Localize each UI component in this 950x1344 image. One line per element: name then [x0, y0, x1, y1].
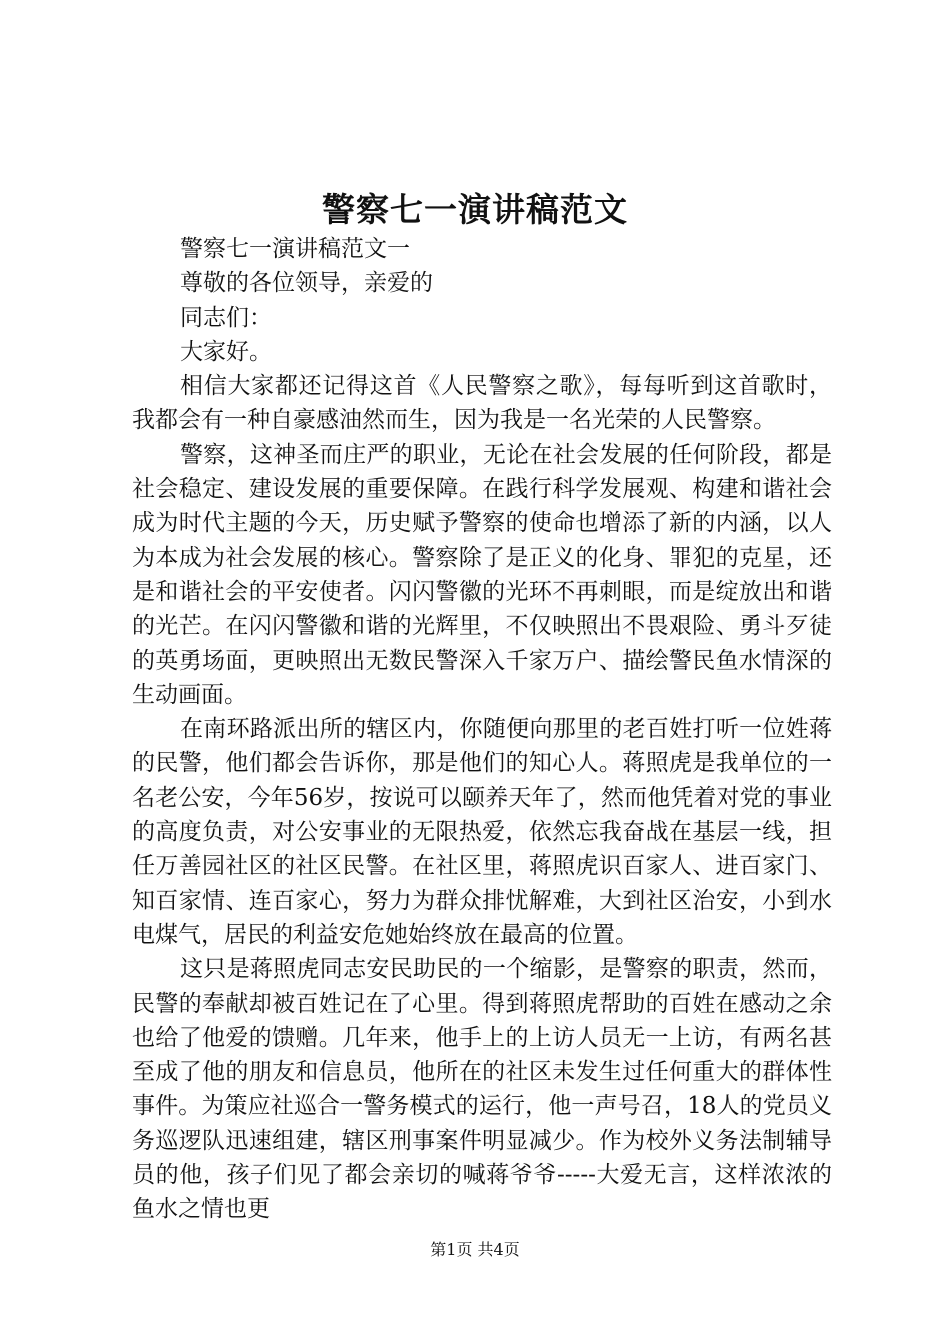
paragraph-body: 这只是蒋照虎同志安民助民的一个缩影，是警察的职责，然而，民警的奉献却被百姓记在了心里。得到蒋照虎帮助的百姓在感动之余也给了他爱的馈赠。几年来，他手上的上访人员无一上访，有两名甚至成了他的朋友和信息员，他所在的社区未发生过任何重大的群体性事件。为策应社巡合一警务模式的运行，他一声号召，18人的党员义务巡逻队迅速组建，辖区刑事案件明显减少。作为校外义务法制辅导员的他，孩子们见了都会亲切的喊蒋爷爷-----大爱无言，这样浓浓的鱼水之情也更 — [132, 956, 832, 1223]
paragraph-body: 在南环路派出所的辖区内，你随便向那里的老百姓打听一位姓蒋的民警，他们都会告诉你，那是他们的知心人。蒋照虎是我单位的一名老公安，今年56岁，按说可以颐养天年了，然而他凭着对党的事业的高度负责，对公安事业的无限热爱，依然忘我奋战在基层一线，担任万善园社区的社区民警。在社区里，蒋照虎识百家人、进百家门、知百家情、连百家心，努力为群众排忧解难，大到社区治安，小到水电煤气，居民的利益安危她始终放在最高的位置。 — [132, 716, 832, 948]
paragraph-subtitle: 警察七一演讲稿范文一 — [180, 236, 410, 262]
page-number-footer: 第1页 共4页 — [430, 1240, 520, 1259]
document-body — [132, 232, 832, 1227]
paragraph-body: 警察，这神圣而庄严的职业，无论在社会发展的任何阶段，都是社会稳定、建设发展的重要保障。在践行科学发展观、构建和谐社会成为时代主题的今天，历史赋予警察的使命也增添了新的内涵，以人为本成为社会发展的核心。警察除了是正义的化身、罪犯的克星，还是和谐社会的平安使者。闪闪警徽的光环不再刺眼，而是绽放出和谐的光芒。在闪闪警徽和谐的光辉里，不仅映照出不畏艰险、勇斗歹徒的英勇场面，更映照出无数民警深入千家万户、描绘警民鱼水情深的生动画面。 — [132, 441, 832, 708]
paragraph-salutation: 尊敬的各位领导，亲爱的 — [180, 270, 433, 297]
document-title: 警察七一演讲稿范文 — [322, 190, 628, 229]
paragraph-body: 相信大家都还记得这首《人民警察之歌》，每每听到这首歌时，我都会有一种自豪感油然而生，因为我是一名光荣的人民警察。 — [132, 373, 832, 434]
paragraph-greeting: 大家好。 — [180, 338, 272, 365]
paragraph-salutation-cont: 同志们： — [180, 304, 272, 331]
